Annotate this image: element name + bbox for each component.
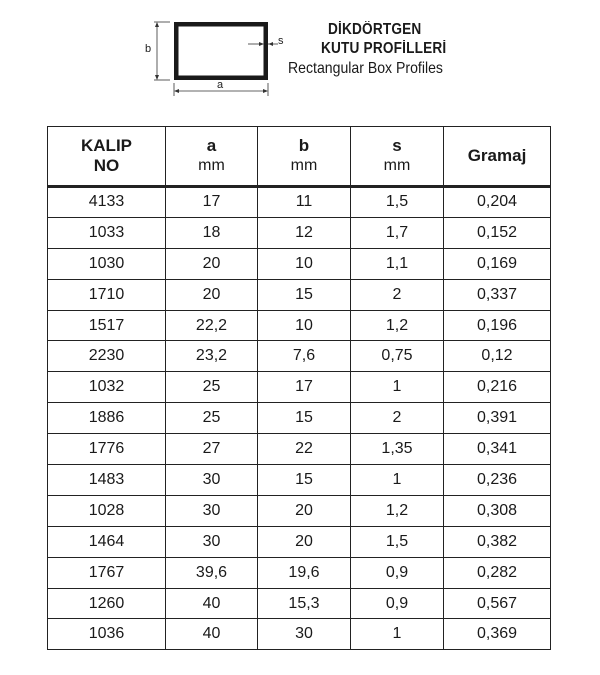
s-cell: 1,2 [351,495,444,526]
a-cell: 17 [166,187,258,218]
gramaj-cell: 0,196 [444,310,551,341]
header [0,0,600,115]
s-cell: 0,9 [351,588,444,619]
gramaj-cell: 0,382 [444,526,551,557]
s-cell: 1 [351,619,444,650]
a-cell: 27 [166,434,258,465]
kalip-no-cell: 4133 [48,187,166,218]
table-row [48,217,551,248]
b-cell: 12 [258,217,351,248]
col-kalip-no: KALIP NO [48,127,166,187]
kalip-no-cell: 1030 [48,248,166,279]
a-cell: 30 [166,465,258,496]
b-cell: 20 [258,495,351,526]
col-b: b mm [258,127,351,187]
kalip-no-cell: 1464 [48,526,166,557]
table-row [48,557,551,588]
a-cell: 20 [166,248,258,279]
table-row [48,526,551,557]
b-cell: 22 [258,434,351,465]
kalip-no-cell: 1032 [48,372,166,403]
gramaj-cell: 0,567 [444,588,551,619]
b-cell: 17 [258,372,351,403]
b-cell: 15 [258,279,351,310]
kalip-no-cell: 1776 [48,434,166,465]
kalip-no-cell: 1028 [48,495,166,526]
kalip-no-cell: 1036 [48,619,166,650]
table-row [48,341,551,372]
col-s: s mm [351,127,444,187]
s-cell: 1 [351,372,444,403]
gramaj-cell: 0,282 [444,557,551,588]
gramaj-cell: 0,152 [444,217,551,248]
col-gramaj: Gramaj [444,127,551,187]
a-cell: 30 [166,495,258,526]
b-cell: 15 [258,403,351,434]
b-cell: 11 [258,187,351,218]
a-cell: 30 [166,526,258,557]
a-cell: 20 [166,279,258,310]
title-line-1: DİKDÖRTGEN [328,21,422,38]
s-cell: 1,5 [351,187,444,218]
a-cell: 22,2 [166,310,258,341]
gramaj-cell: 0,216 [444,372,551,403]
b-cell: 19,6 [258,557,351,588]
profile-diagram [140,10,300,110]
s-cell: 1 [351,465,444,496]
a-cell: 40 [166,588,258,619]
s-cell: 1,2 [351,310,444,341]
table-row [48,465,551,496]
table-body [48,187,551,650]
s-cell: 2 [351,279,444,310]
s-cell: 1,1 [351,248,444,279]
gramaj-cell: 0,12 [444,341,551,372]
b-cell: 7,6 [258,341,351,372]
a-cell: 39,6 [166,557,258,588]
table-row [48,619,551,650]
kalip-no-cell: 2230 [48,341,166,372]
gramaj-cell: 0,204 [444,187,551,218]
gramaj-cell: 0,341 [444,434,551,465]
table-row [48,588,551,619]
title-block [288,20,488,79]
gramaj-cell: 0,337 [444,279,551,310]
kalip-no-cell: 1767 [48,557,166,588]
s-cell: 1,35 [351,434,444,465]
col-a: a mm [166,127,258,187]
table-row [48,372,551,403]
kalip-no-cell: 1886 [48,403,166,434]
gramaj-cell: 0,391 [444,403,551,434]
kalip-no-cell: 1710 [48,279,166,310]
b-cell: 30 [258,619,351,650]
a-cell: 18 [166,217,258,248]
a-cell: 25 [166,372,258,403]
s-cell: 1,7 [351,217,444,248]
table-row [48,248,551,279]
b-cell: 15 [258,465,351,496]
table-row [48,279,551,310]
s-cell: 1,5 [351,526,444,557]
subtitle: Rectangular Box Profiles [288,60,443,77]
a-cell: 25 [166,403,258,434]
gramaj-cell: 0,169 [444,248,551,279]
a-cell: 23,2 [166,341,258,372]
gramaj-cell: 0,236 [444,465,551,496]
b-cell: 10 [258,248,351,279]
label-a: a [217,79,224,91]
kalip-no-cell: 1033 [48,217,166,248]
table-row [48,403,551,434]
a-cell: 40 [166,619,258,650]
kalip-no-cell: 1260 [48,588,166,619]
gramaj-cell: 0,308 [444,495,551,526]
kalip-no-cell: 1483 [48,465,166,496]
profiles-table [47,126,551,650]
table-row [48,495,551,526]
gramaj-cell: 0,369 [444,619,551,650]
s-cell: 0,75 [351,341,444,372]
label-s: s [278,35,284,47]
b-cell: 10 [258,310,351,341]
table-row [48,434,551,465]
table-row [48,310,551,341]
b-cell: 20 [258,526,351,557]
table-header-row [48,127,551,187]
b-cell: 15,3 [258,588,351,619]
profile-inner [179,27,264,76]
label-b: b [145,43,152,55]
s-cell: 0,9 [351,557,444,588]
kalip-no-cell: 1517 [48,310,166,341]
title-line-2: KUTU PROFİLLERİ [321,40,447,57]
table-row [48,187,551,218]
s-cell: 2 [351,403,444,434]
